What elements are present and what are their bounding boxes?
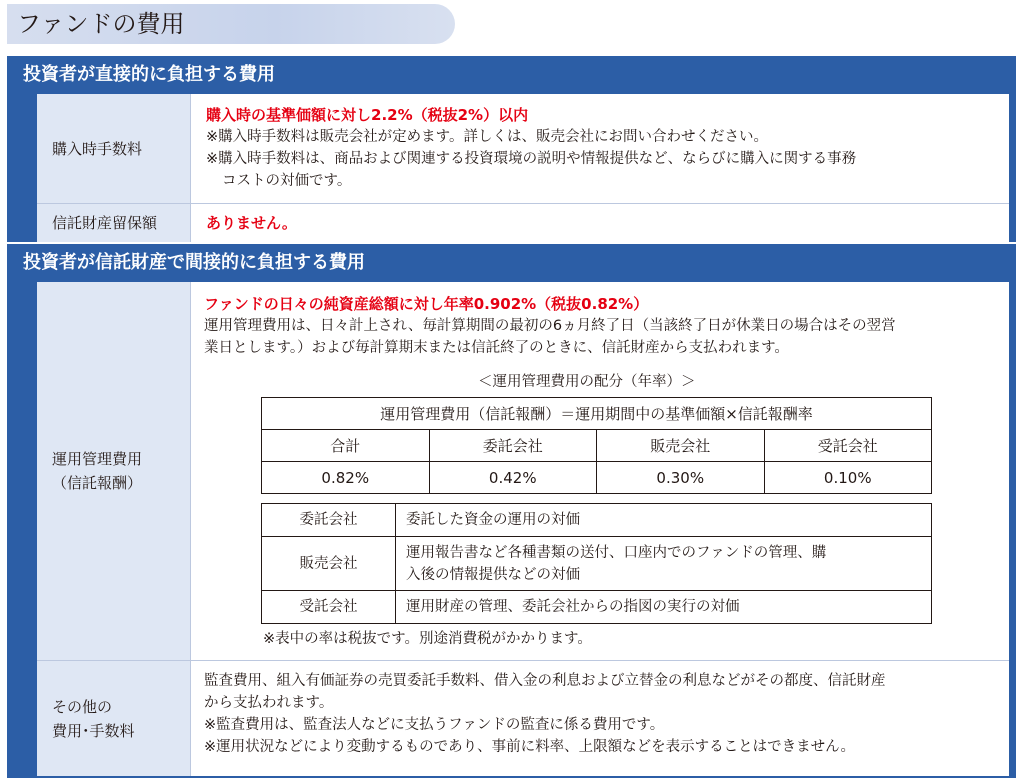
fee-header-distributor: 販売会社 <box>597 430 765 462</box>
role-table <box>261 503 932 624</box>
section-left-border <box>7 282 37 776</box>
purchase-fee-note-1: ※購入時手数料は販売会社が定めます。詳しくは、販売会社にお問い合わせください。 <box>206 129 768 145</box>
label-trust-reserve-text: 信託財産留保額 <box>52 214 158 232</box>
purchase-fee-note-2a: ※購入時手数料は、商品および関連する投資環境の説明や情報提供など、ならびに購入に関する事務 <box>206 151 857 167</box>
other-fees-desc-2: から支払われます。 <box>204 695 334 711</box>
section-right-border <box>1009 94 1016 242</box>
content-management-fee <box>190 282 1009 660</box>
fee-header-trustee: 受託会社 <box>764 430 932 462</box>
other-fees-note-1: ※監査費用は、監査法人などに支払うファンドの監査に係る費用です。 <box>204 717 665 733</box>
role-name-trustee: 受託会社 <box>262 591 396 624</box>
content-purchase-fee <box>190 94 1009 203</box>
fee-header-trustor: 委託会社 <box>429 430 597 462</box>
section-header-direct: 投資者が直接的に負担する費用 <box>7 56 1016 94</box>
purchase-fee-note-2b: コストの対価です。 <box>222 173 352 189</box>
fee-formula: 運用管理費用（信託報酬）＝運用期間中の基準価額×信託報酬率 <box>262 398 932 430</box>
label-management-fee <box>37 282 190 660</box>
label-other-fees <box>37 661 190 776</box>
allocation-title: ＜運用管理費用の配分（年率）＞ <box>478 374 696 390</box>
section-left-border <box>7 94 37 242</box>
content-other-fees <box>190 661 1009 776</box>
role-desc-trustee: 運用財産の管理、委託会社からの指図の実行の対価 <box>396 591 932 624</box>
trust-reserve-value: ありません。 <box>206 214 297 232</box>
label-other-fees-line1: その他の <box>52 697 113 716</box>
section-header-indirect: 投資者が信託財産で間接的に負担する費用 <box>7 244 1016 282</box>
section-right-border <box>1009 282 1016 776</box>
content-trust-reserve <box>190 204 1009 242</box>
role-name-trustor: 委託会社 <box>262 504 396 537</box>
role-name-distributor: 販売会社 <box>262 537 396 591</box>
other-fees-note-2: ※運用状況などにより変動するものであり、事前に料率、上限額などを表示することはできません。 <box>204 739 856 755</box>
fee-allocation-table <box>261 397 932 494</box>
label-purchase-fee <box>37 94 190 203</box>
management-fee-desc-2: 業日とします。）および毎計算期末または信託終了のときに、信託財産から支払われます。 <box>204 340 789 356</box>
role-desc-distributor <box>396 537 932 591</box>
label-management-fee-line1: 運用管理費用 <box>52 450 143 468</box>
role-desc-distributor-line1: 運用報告書など各種書類の送付、口座内でのファンドの管理、購 <box>406 544 827 561</box>
page-title-tab <box>7 4 455 44</box>
bottom-border <box>7 776 1016 778</box>
management-fee-highlight: ファンドの日々の純資産総額に対し年率0.902%（税抜0.82%） <box>204 295 649 313</box>
label-trust-reserve <box>37 204 190 242</box>
purchase-fee-highlight: 購入時の基準価額に対し2.2%（税抜2%）以内 <box>206 106 529 124</box>
role-desc-distributor-line2: 入後の情報提供などの対価 <box>406 566 580 583</box>
role-desc-trustor: 委託した資金の運用の対価 <box>396 504 932 537</box>
fee-value-distributor: 0.30% <box>597 462 765 494</box>
label-other-fees-line2: 費用･手数料 <box>52 721 135 740</box>
other-fees-desc-1: 監査費用、組入有価証券の売買委託手数料、借入金の利息および立替金の利息などがその都度、信託財産 <box>204 673 886 689</box>
fee-header-total: 合計 <box>262 430 430 462</box>
label-purchase-fee-text: 購入時手数料 <box>52 139 143 158</box>
tax-note: ※表中の率は税抜です。別途消費税がかかります。 <box>263 631 592 647</box>
fee-value-trustee: 0.10% <box>764 462 932 494</box>
fee-value-trustor: 0.42% <box>429 462 597 494</box>
page-title: ファンドの費用 <box>17 10 185 38</box>
fee-value-total: 0.82% <box>262 462 430 494</box>
label-management-fee-line2: （信託報酬） <box>52 474 143 492</box>
management-fee-desc-1: 運用管理費用は、日々計上され、毎計算期間の最初の6ヵ月終了日（当該終了日が休業日の場合はその翌営 <box>204 318 896 334</box>
